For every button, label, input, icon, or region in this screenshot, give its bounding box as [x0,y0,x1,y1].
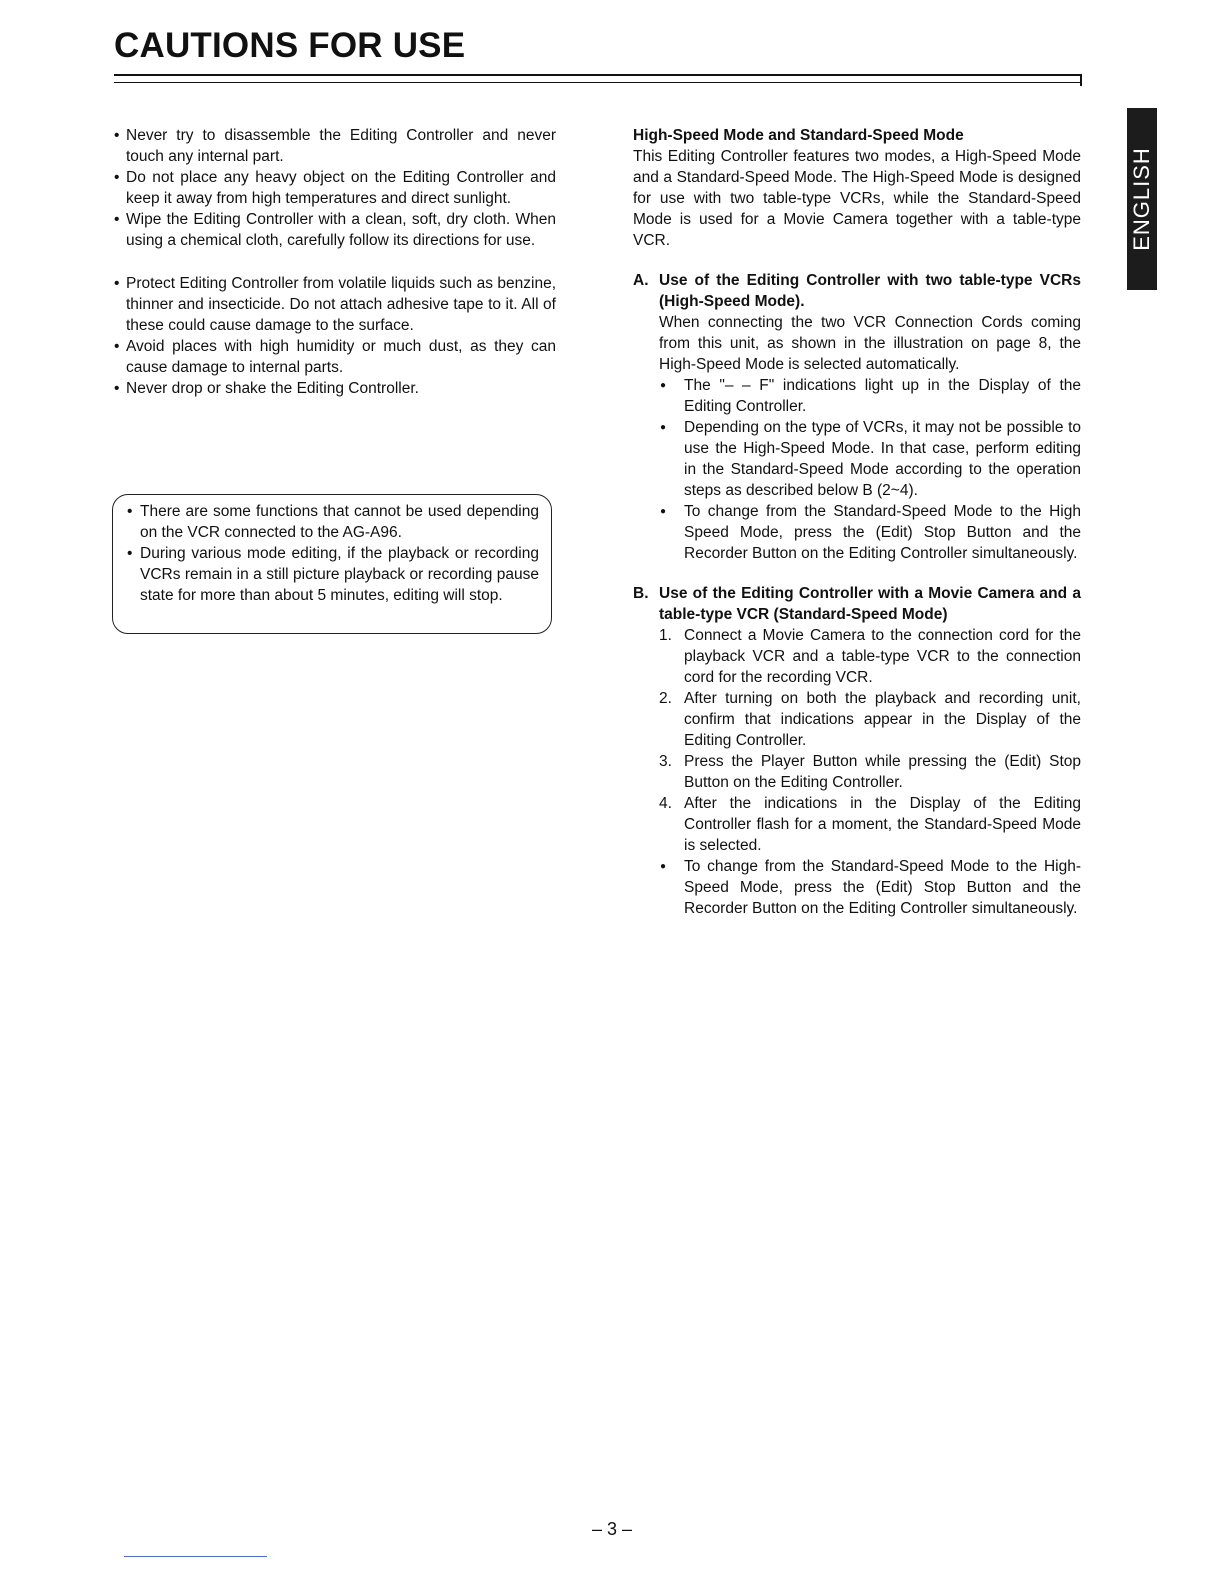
note-item: • There are some functions that cannot be used depending on the VCR connected to the AG-A96. [127,501,539,543]
section-a-title: Use of the Editing Controller with two table-type VCRs (High-Speed Mode). [659,272,1081,310]
section-b-steps [659,625,1081,856]
section-a-bullet: ● To change from the Standard-Speed Mode to the High Speed Mode, press the (Edit) Stop Button and the Recorder Button on the Editing Controller simultaneously. [659,501,1081,564]
section-b-heading [633,583,1081,625]
intro-paragraph: This Editing Controller features two modes, a High-Speed Mode and a Standard-Speed Mode. The High-Speed Mode is designed for use with two table-type VCRs, while the Standard-Speed Mode is used for a Movie Camera together with a table-type VCR. [633,148,1081,249]
step-item: 3. Press the Player Button while pressing the (Edit) Stop Button on the Editing Controller. [659,753,1081,791]
note-list [127,501,539,606]
section-a-bullet: ● Depending on the type of VCRs, it may not be possible to use the High-Speed Mode. In that case, perform editing in the Standard-Speed Mode according to the operation steps as described below B (2~4). [659,417,1081,501]
caution-item: • Never drop or shake the Editing Controller. [114,378,556,399]
title-rule-end [1080,74,1082,86]
section-b-title: Use of the Editing Controller with a Movie Camera and a table-type VCR (Standard-Speed Mode) [659,585,1081,623]
step-item: 1. Connect a Movie Camera to the connection cord for the playback VCR and a table-type VCR to the connection cord for the recording VCR. [659,627,1081,686]
section-b-letter: B. [633,585,649,602]
section-a-letter: A. [633,272,649,289]
section-b-bullets [659,856,1081,919]
caution-item: • Wipe the Editing Controller with a clean, soft, dry cloth. When using a chemical cloth, carefully follow its directions for use. [114,209,556,251]
footer-rule [124,1556,267,1557]
caution-item: • Protect Editing Controller from volatile liquids such as benzine, thinner and insecticide. Do not attach adhesive tape to it. All of these could cause damage to the surface. [114,273,556,336]
language-tab [1127,108,1157,290]
section-b-bullet: ● To change from the Standard-Speed Mode to the High-Speed Mode, press the (Edit) Stop Button and the Recorder Button on the Editing Controller simultaneously. [659,856,1081,919]
title-rule [114,74,1082,83]
caution-list-2 [114,273,556,399]
caution-item: • Do not place any heavy object on the Editing Controller and keep it away from high temperatures and direct sunlight. [114,167,556,209]
caution-list-1 [114,125,556,251]
section-heading: High-Speed Mode and Standard-Speed Mode [633,127,964,144]
page-number: – 3 – [591,1519,633,1539]
section-a-bullet: ● The "– – F" indications light up in the Display of the Editing Controller. [659,375,1081,417]
note-item: • During various mode editing, if the playback or recording VCRs remain in a still picture playback or recording pause state for more than about 5 minutes, editing will stop. [127,543,539,606]
section-a-heading [633,270,1081,312]
note-box [112,494,552,634]
page-title: CAUTIONS FOR USE [114,26,466,65]
caution-item: • Avoid places with high humidity or much dust, as they can cause damage to internal parts. [114,336,556,378]
caution-item: • Never try to disassemble the Editing Controller and never touch any internal part. [114,125,556,167]
section-a-body: When connecting the two VCR Connection Cords coming from this unit, as shown in the illustration on page 8, the High-Speed Mode is selected automatically. [659,314,1081,373]
step-item: 4. After the indications in the Display of the Editing Controller flash for a moment, the Standard-Speed Mode is selected. [659,795,1081,854]
step-item: 2. After turning on both the playback and recording unit, confirm that indications appear in the Display of the Editing Controller. [659,690,1081,749]
language-tab-label: ENGLISH [1129,147,1154,251]
right-column [633,125,1081,919]
left-column [114,125,556,399]
section-a-bullets [659,375,1081,564]
